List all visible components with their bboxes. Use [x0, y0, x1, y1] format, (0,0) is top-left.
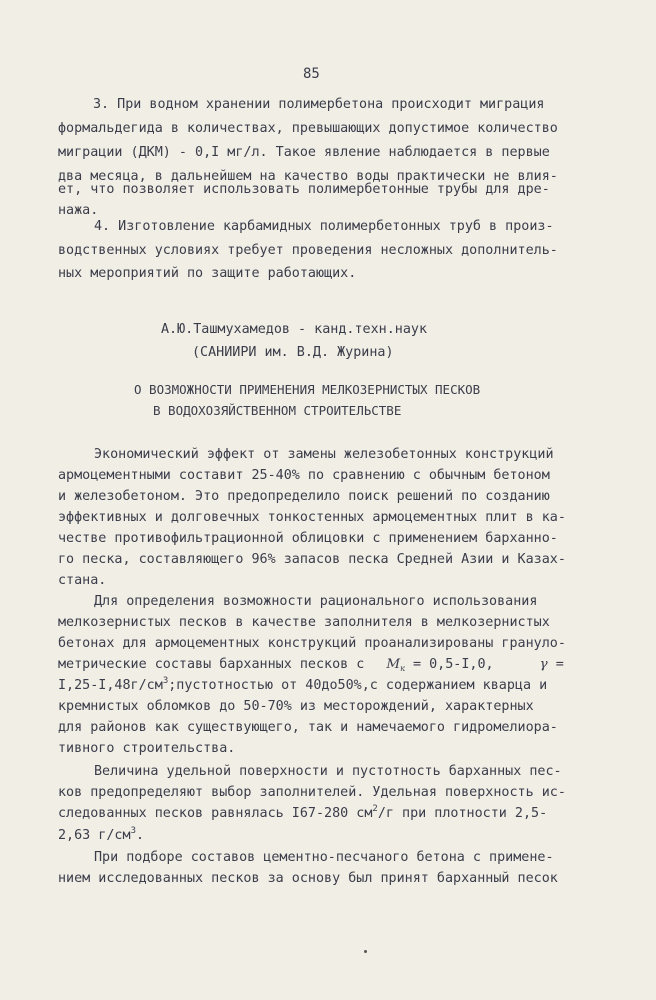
text-line: ков предопределяют выбор заполнителей. Удельная поверхность ис-: [58, 785, 566, 800]
text-line: $I,25-I,48г/см^3;пустотностью$ от 40до50%,с содержанием кварца и: [58, 676, 548, 693]
text-line: При подборе составов цементно-песчаного бетона с примене-: [94, 850, 554, 865]
text-line: 2,63 $г/см^3$.: [58, 826, 145, 843]
text-line: два месяца, в дальнейшем на качество воды практически не влия-: [58, 169, 558, 184]
text-line: мелкозернистых песков в качестве заполнителя в мелкозернистых: [58, 615, 550, 630]
text-line: тивного строительства.: [58, 741, 236, 756]
text-line: для районов как существующего, так и намечаемого гидромелиора-: [58, 720, 558, 735]
text-line: Для определения возможности рационального использования: [94, 594, 538, 609]
text-line: Величина удельной поверхности и пустотность барханных пес-: [94, 764, 562, 779]
text-line: следованных песков равнялась I67-280 $см^2/г$ при плотности 2,5-: [58, 804, 548, 821]
text-line: Экономический эффект от замены железобетонных конструкций: [94, 447, 554, 462]
text-line: армоцементными составит 25-40% по сравнению с обычным бетоном: [58, 468, 550, 483]
gamma-equals: =: [555, 657, 564, 672]
text-line: го песка, составляющего 96% запасов песка Средней Азии и Казах-: [58, 552, 566, 567]
mk-symbol: $М_к$: [386, 657, 405, 673]
text-line: и железобетоном. Это предопределило поиск решений по созданию: [58, 489, 550, 504]
text-line: формальдегида в количествах, превышающих допустимое количество: [58, 121, 558, 136]
mk-value: = 0,5-I,0,: [412, 657, 494, 672]
text-line: 4. Изготовление карбамидных полимербетонных труб в произ-: [94, 219, 554, 234]
text-line: 3. При водном хранении полимербетона происходит миграция: [93, 97, 545, 112]
author-name: А.Ю.Ташмухамедов - канд.техн.наук: [161, 322, 428, 337]
text-line: стана.: [58, 573, 107, 588]
text-line: нием исследованных песков за основу был принят барханный песок: [58, 871, 558, 886]
text-line: ет, что позволяет использовать полимербетонные трубы для дре-: [58, 182, 550, 197]
text-line: кремнистых обломков до 50-70% из месторождений, характерных: [58, 699, 534, 714]
text-line: водственных условиях требует проведения несложных дополнитель-: [58, 243, 558, 258]
text-line: бетонах для армоцементных конструкций проанализированы грануло-: [58, 636, 566, 651]
text-line: миграции (ДКМ) - 0,I мг/л. Такое явление наблюдается в первые: [58, 145, 550, 160]
text-line: нажа.: [58, 203, 99, 218]
text-line: ных мероприятий по защите работающих.: [58, 266, 357, 281]
author-affiliation: (САНИИРИ им. В.Д. Журина): [192, 345, 394, 360]
ink-speck: [364, 950, 367, 953]
text-line: [58, 655, 564, 674]
page-number: 85: [303, 66, 320, 82]
article-title-line: О ВОЗМОЖНОСТИ ПРИМЕНЕНИЯ МЕЛКОЗЕРНИСТЫХ ПЕСКОВ: [134, 382, 481, 397]
gamma-symbol: γ: [539, 657, 548, 672]
text-segment: метрические составы барханных песков с: [58, 657, 365, 672]
article-title-line: В ВОДОХОЗЯЙСТВЕННОМ СТРОИТЕЛЬСТВЕ: [153, 403, 402, 418]
text-line: эффективных и долговечных тонкостенных армоцементных плит в ка-: [58, 510, 566, 525]
text-line: честве противофильтрационной облицовки с применением барханно-: [58, 531, 558, 546]
